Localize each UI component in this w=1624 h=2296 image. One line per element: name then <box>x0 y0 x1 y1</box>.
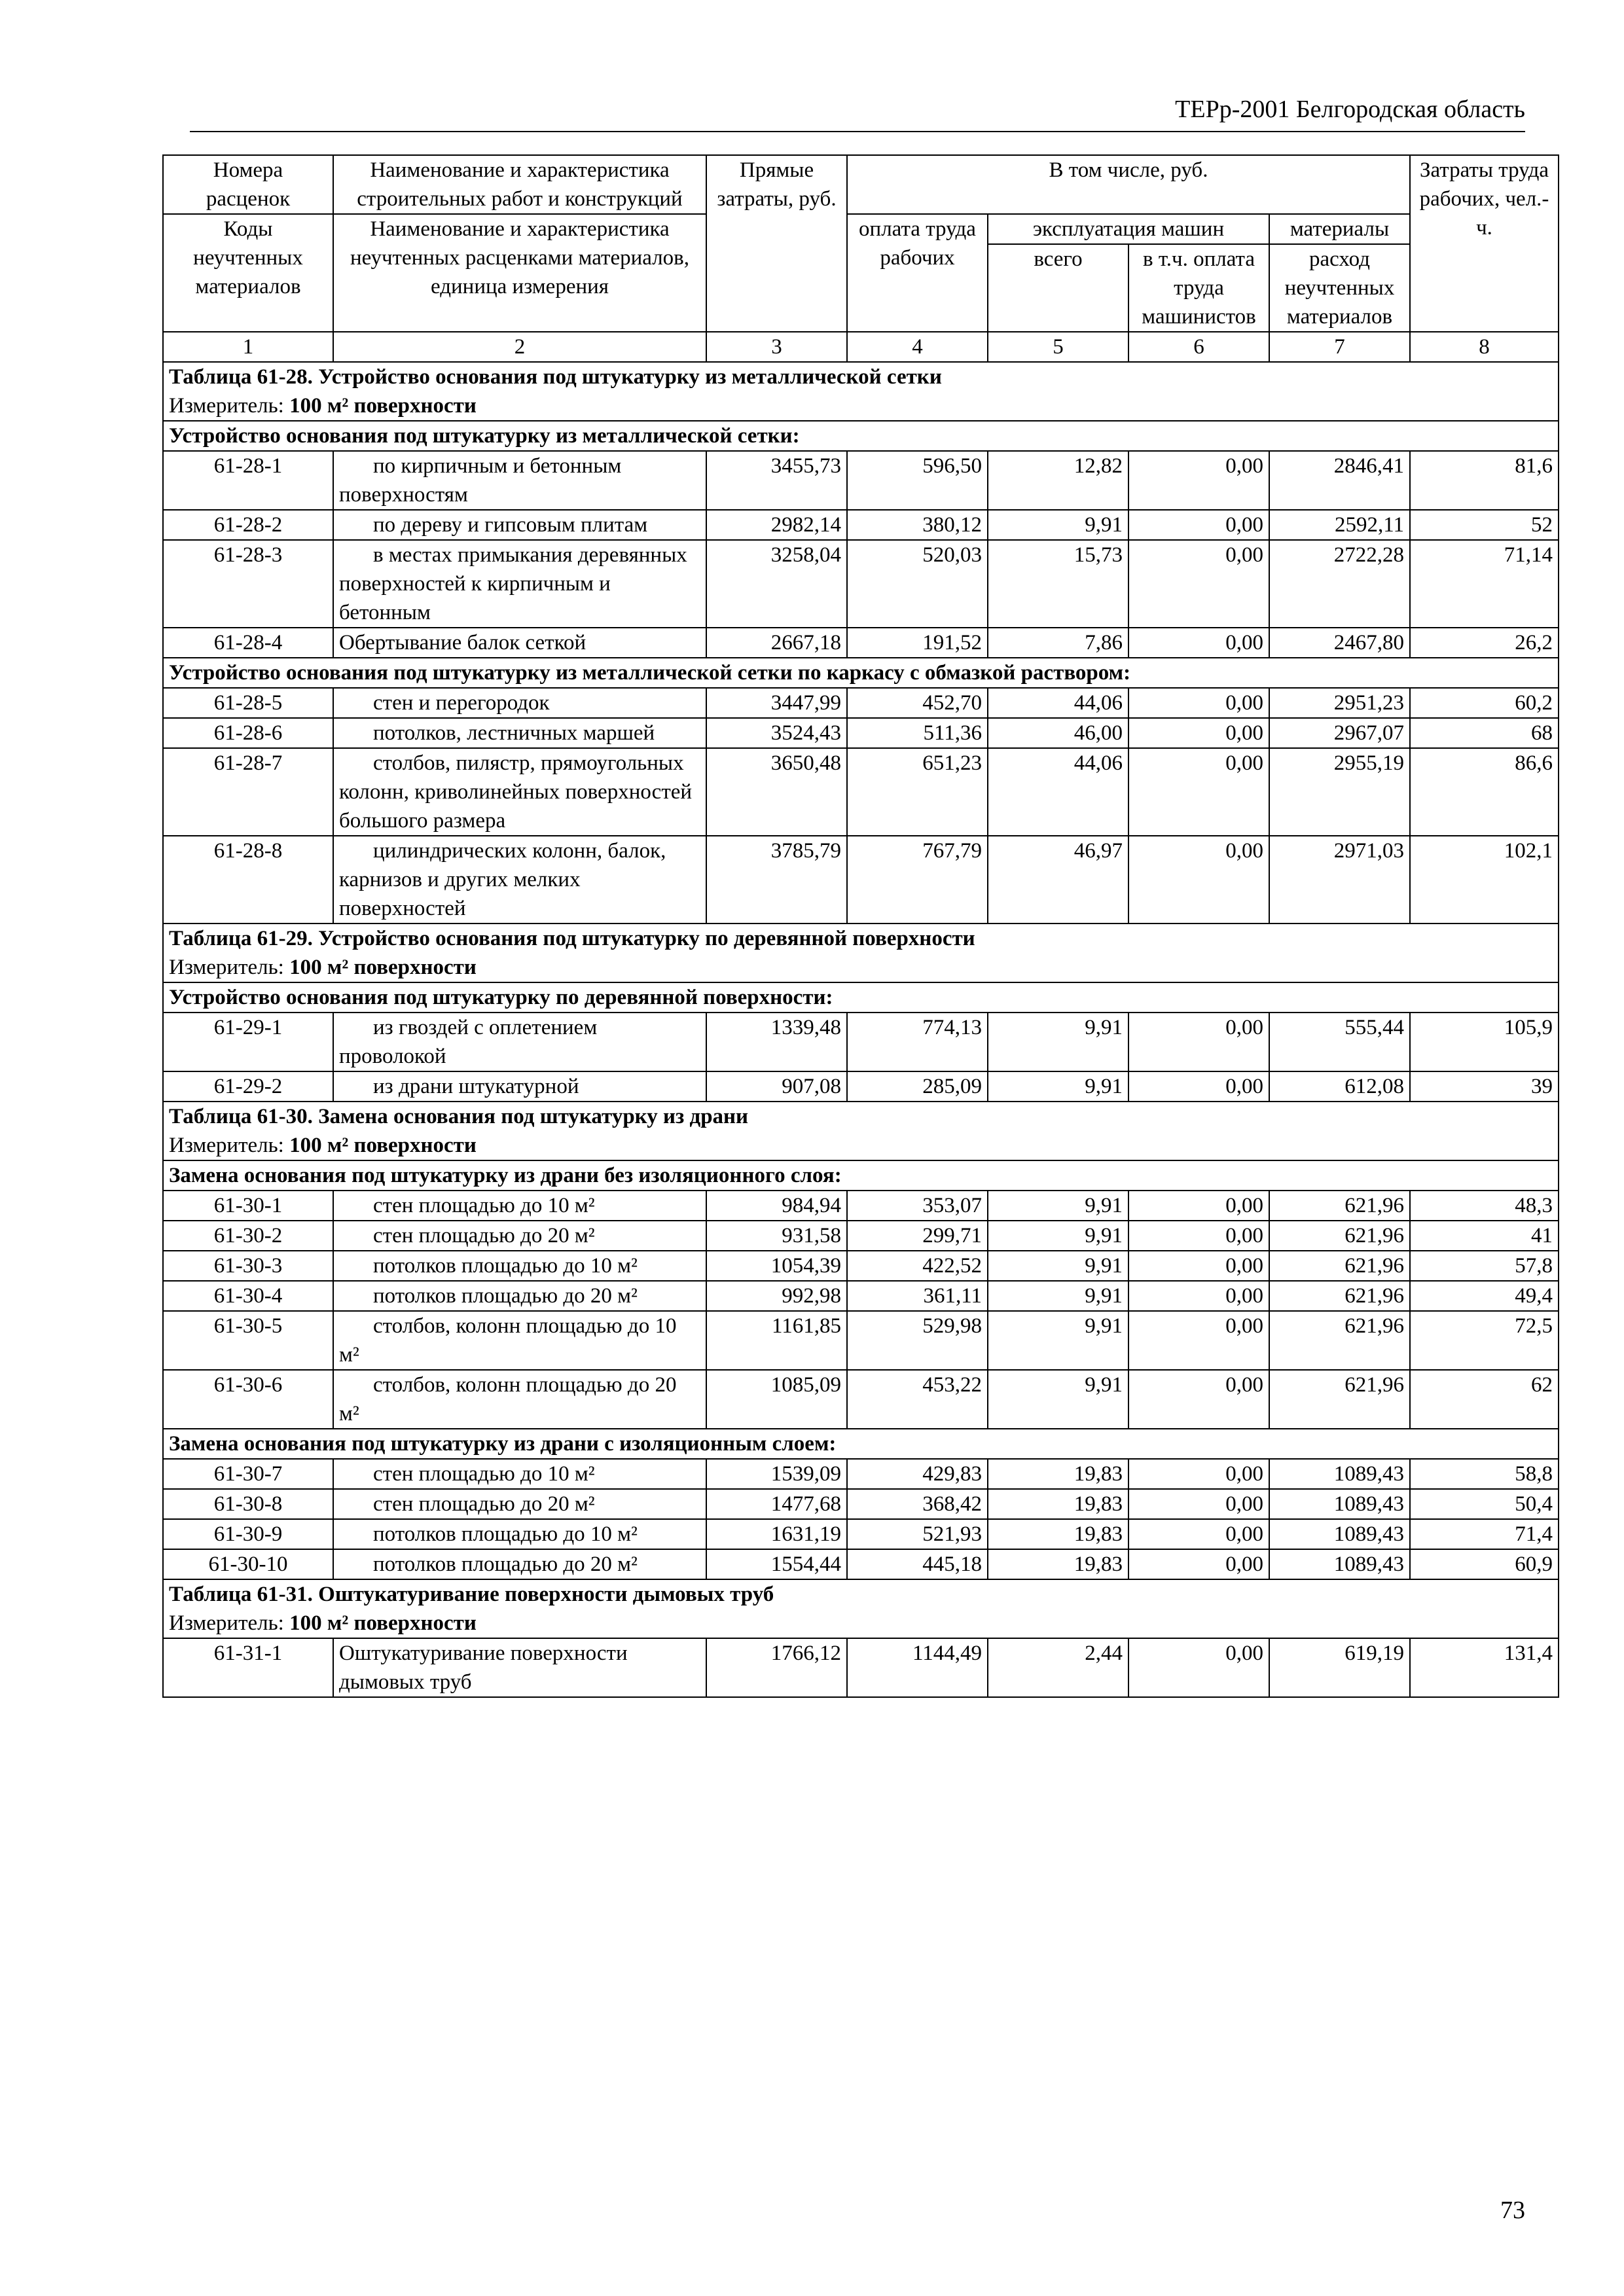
machinist-pay: 0,00 <box>1128 688 1269 718</box>
running-header: ТЕРр-2001 Белгородская область <box>1175 96 1525 123</box>
meter-row <box>163 953 1559 982</box>
direct-cost: 1339,48 <box>706 1013 847 1071</box>
materials-cost: 2951,23 <box>1269 688 1410 718</box>
rate-code: 61-29-2 <box>163 1071 333 1102</box>
rate-code: 61-30-1 <box>163 1191 333 1221</box>
header-row-1 <box>163 155 1559 214</box>
machinist-pay: 0,00 <box>1128 748 1269 836</box>
work-name: потолков, лестничных маршей <box>333 718 706 748</box>
machines-total: 19,83 <box>988 1549 1128 1579</box>
materials-cost: 2967,07 <box>1269 718 1410 748</box>
rate-code: 61-28-5 <box>163 688 333 718</box>
table-row <box>163 836 1559 924</box>
machines-total: 9,91 <box>988 1191 1128 1221</box>
column-index: 1 <box>163 332 333 362</box>
machines-total: 9,91 <box>988 1281 1128 1311</box>
machinist-pay: 0,00 <box>1128 1638 1269 1697</box>
labor-hours: 50,4 <box>1410 1489 1559 1519</box>
meter <box>163 953 1559 982</box>
labor-hours: 48,3 <box>1410 1191 1559 1221</box>
section-label: Устройство основания под штукатурку из металлической сетки: <box>163 421 1559 451</box>
work-name: столбов, колонн площадью до 20 м² <box>333 1370 706 1429</box>
machines-total: 15,73 <box>988 540 1128 628</box>
work-name: по дереву и гипсовым плитам <box>333 510 706 540</box>
table-title: Таблица 61-29. Устройство основания под штукатурку по деревянной поверхности <box>163 924 1559 953</box>
materials-cost: 1089,43 <box>1269 1459 1410 1489</box>
materials-cost: 1089,43 <box>1269 1519 1410 1549</box>
section-label: Устройство основания под штукатурку по деревянной поверхности: <box>163 982 1559 1013</box>
direct-cost: 2982,14 <box>706 510 847 540</box>
work-name: из драни штукатурной <box>333 1071 706 1102</box>
meter <box>163 1131 1559 1160</box>
table-row <box>163 1251 1559 1281</box>
labor-pay: 368,42 <box>847 1489 988 1519</box>
materials-cost: 621,96 <box>1269 1251 1410 1281</box>
labor-hours: 62 <box>1410 1370 1559 1429</box>
direct-cost: 1054,39 <box>706 1251 847 1281</box>
labor-hours: 86,6 <box>1410 748 1559 836</box>
labor-pay: 445,18 <box>847 1549 988 1579</box>
machinist-pay: 0,00 <box>1128 1071 1269 1102</box>
work-name: потолков площадью до 20 м² <box>333 1549 706 1579</box>
direct-cost: 1631,19 <box>706 1519 847 1549</box>
machinist-pay: 0,00 <box>1128 1519 1269 1549</box>
column-index: 7 <box>1269 332 1410 362</box>
machinist-pay: 0,00 <box>1128 1459 1269 1489</box>
labor-hours: 71,14 <box>1410 540 1559 628</box>
machines-total: 44,06 <box>988 688 1128 718</box>
direct-cost: 1477,68 <box>706 1489 847 1519</box>
direct-cost: 907,08 <box>706 1071 847 1102</box>
labor-hours: 26,2 <box>1410 628 1559 658</box>
meter-label: Измеритель: <box>169 956 284 979</box>
labor-pay: 191,52 <box>847 628 988 658</box>
table-title-row <box>163 1579 1559 1609</box>
labor-pay: 767,79 <box>847 836 988 924</box>
work-name: в местах примыкания деревянных поверхностей к кирпичным и бетонным <box>333 540 706 628</box>
direct-cost: 992,98 <box>706 1281 847 1311</box>
column-index: 5 <box>988 332 1128 362</box>
machines-total: 9,91 <box>988 1221 1128 1251</box>
table-row <box>163 451 1559 510</box>
table-row <box>163 748 1559 836</box>
table-row <box>163 1071 1559 1102</box>
work-name: потолков площадью до 20 м² <box>333 1281 706 1311</box>
header-machines: эксплуатация машин <box>988 214 1269 244</box>
work-name: стен площадью до 10 м² <box>333 1459 706 1489</box>
rate-code: 61-30-6 <box>163 1370 333 1429</box>
table-title: Таблица 61-31. Оштукатуривание поверхности дымовых труб <box>163 1579 1559 1609</box>
materials-cost: 2592,11 <box>1269 510 1410 540</box>
header-col2-bottom: Наименование и характеристика неучтенных расценками материалов, единица измерения <box>333 214 706 332</box>
materials-cost: 2722,28 <box>1269 540 1410 628</box>
work-name: из гвоздей с оплетением проволокой <box>333 1013 706 1071</box>
table-row <box>163 1311 1559 1370</box>
rate-code: 61-30-7 <box>163 1459 333 1489</box>
section-row <box>163 421 1559 451</box>
labor-hours: 39 <box>1410 1071 1559 1102</box>
work-name: Оштукатуривание поверхности дымовых труб <box>333 1638 706 1697</box>
table-row <box>163 718 1559 748</box>
direct-cost: 3785,79 <box>706 836 847 924</box>
machinist-pay: 0,00 <box>1128 1370 1269 1429</box>
rate-code: 61-28-4 <box>163 628 333 658</box>
meter-value: 100 м² поверхности <box>289 956 477 979</box>
machines-total: 7,86 <box>988 628 1128 658</box>
header-rule <box>190 131 1525 132</box>
table-row <box>163 1281 1559 1311</box>
meter-row <box>163 1609 1559 1638</box>
rate-code: 61-30-9 <box>163 1519 333 1549</box>
labor-pay: 453,22 <box>847 1370 988 1429</box>
header-col3: Прямые затраты, руб. <box>706 155 847 332</box>
header-col7: расход неучтенных материалов <box>1269 244 1410 332</box>
labor-hours: 60,9 <box>1410 1549 1559 1579</box>
machinist-pay: 0,00 <box>1128 540 1269 628</box>
header-group: В том числе, руб. <box>847 155 1410 214</box>
materials-cost: 612,08 <box>1269 1071 1410 1102</box>
labor-pay: 452,70 <box>847 688 988 718</box>
section-label: Устройство основания под штукатурку из металлической сетки по каркасу с обмазкой раствором: <box>163 658 1559 688</box>
rate-code: 61-31-1 <box>163 1638 333 1697</box>
materials-cost: 1089,43 <box>1269 1489 1410 1519</box>
rate-code: 61-30-8 <box>163 1489 333 1519</box>
labor-pay: 1144,49 <box>847 1638 988 1697</box>
work-name: цилиндрических колонн, балок, карнизов и других мелких поверхностей <box>333 836 706 924</box>
labor-hours: 41 <box>1410 1221 1559 1251</box>
header-materials: материалы <box>1269 214 1410 244</box>
meter-label: Измеритель: <box>169 394 284 418</box>
work-name: потолков площадью до 10 м² <box>333 1251 706 1281</box>
materials-cost: 621,96 <box>1269 1370 1410 1429</box>
direct-cost: 3455,73 <box>706 451 847 510</box>
column-index: 3 <box>706 332 847 362</box>
machines-total: 9,91 <box>988 1251 1128 1281</box>
section-row <box>163 1160 1559 1191</box>
materials-cost: 2971,03 <box>1269 836 1410 924</box>
column-index: 4 <box>847 332 988 362</box>
header-row-2 <box>163 214 1559 244</box>
section-row <box>163 658 1559 688</box>
direct-cost: 2667,18 <box>706 628 847 658</box>
labor-hours: 58,8 <box>1410 1459 1559 1489</box>
machinist-pay: 0,00 <box>1128 451 1269 510</box>
labor-pay: 299,71 <box>847 1221 988 1251</box>
header-col8: Затраты труда рабочих, чел.-ч. <box>1410 155 1559 332</box>
materials-cost: 621,96 <box>1269 1191 1410 1221</box>
labor-pay: 651,23 <box>847 748 988 836</box>
work-name: потолков площадью до 10 м² <box>333 1519 706 1549</box>
rate-code: 61-28-2 <box>163 510 333 540</box>
table-row <box>163 1370 1559 1429</box>
machinist-pay: 0,00 <box>1128 1549 1269 1579</box>
machines-total: 44,06 <box>988 748 1128 836</box>
materials-cost: 1089,43 <box>1269 1549 1410 1579</box>
labor-pay: 529,98 <box>847 1311 988 1370</box>
labor-pay: 353,07 <box>847 1191 988 1221</box>
meter-value: 100 м² поверхности <box>289 1134 477 1157</box>
table-title-row <box>163 1102 1559 1131</box>
labor-pay: 380,12 <box>847 510 988 540</box>
rate-code: 61-30-2 <box>163 1221 333 1251</box>
machinist-pay: 0,00 <box>1128 718 1269 748</box>
rate-code: 61-28-1 <box>163 451 333 510</box>
machinist-pay: 0,00 <box>1128 1191 1269 1221</box>
materials-cost: 2467,80 <box>1269 628 1410 658</box>
work-name: стен площадью до 20 м² <box>333 1489 706 1519</box>
work-name: стен площадью до 10 м² <box>333 1191 706 1221</box>
section-label: Замена основания под штукатурку из драни без изоляционного слоя: <box>163 1160 1559 1191</box>
column-index: 6 <box>1128 332 1269 362</box>
machines-total: 9,91 <box>988 1071 1128 1102</box>
column-index: 2 <box>333 332 706 362</box>
rate-code: 61-30-10 <box>163 1549 333 1579</box>
rate-code: 61-28-3 <box>163 540 333 628</box>
machines-total: 12,82 <box>988 451 1128 510</box>
machinist-pay: 0,00 <box>1128 510 1269 540</box>
machines-total: 9,91 <box>988 510 1128 540</box>
meter-row <box>163 391 1559 421</box>
rate-code: 61-28-8 <box>163 836 333 924</box>
page-number: 73 <box>1500 2197 1525 2224</box>
machines-total: 46,00 <box>988 718 1128 748</box>
work-name: Обертывание балок сеткой <box>333 628 706 658</box>
table-row <box>163 688 1559 718</box>
machines-total: 46,97 <box>988 836 1128 924</box>
work-name: стен площадью до 20 м² <box>333 1221 706 1251</box>
work-name: стен и перегородок <box>333 688 706 718</box>
table-title: Таблица 61-28. Устройство основания под штукатурку из металлической сетки <box>163 362 1559 391</box>
table-row <box>163 1221 1559 1251</box>
machines-total: 9,91 <box>988 1311 1128 1370</box>
rate-code: 61-28-7 <box>163 748 333 836</box>
machinist-pay: 0,00 <box>1128 1251 1269 1281</box>
section-row <box>163 982 1559 1013</box>
labor-hours: 49,4 <box>1410 1281 1559 1311</box>
header-col6: в т.ч. оплата труда машинистов <box>1128 244 1269 332</box>
column-index-row <box>163 332 1559 362</box>
direct-cost: 3447,99 <box>706 688 847 718</box>
labor-pay: 521,93 <box>847 1519 988 1549</box>
labor-pay: 774,13 <box>847 1013 988 1071</box>
meter-value: 100 м² поверхности <box>289 1611 477 1635</box>
table-row <box>163 1191 1559 1221</box>
labor-pay: 422,52 <box>847 1251 988 1281</box>
meter-label: Измеритель: <box>169 1611 284 1635</box>
meter-label: Измеритель: <box>169 1134 284 1157</box>
table-title-row <box>163 924 1559 953</box>
table-row <box>163 540 1559 628</box>
header-col1-top: Номера расценок <box>163 155 333 214</box>
table-row <box>163 510 1559 540</box>
machinist-pay: 0,00 <box>1128 1311 1269 1370</box>
direct-cost: 3258,04 <box>706 540 847 628</box>
materials-cost: 621,96 <box>1269 1221 1410 1251</box>
labor-hours: 102,1 <box>1410 836 1559 924</box>
machines-total: 19,83 <box>988 1489 1128 1519</box>
work-name: столбов, пилястр, прямоугольных колонн, криволинейных поверхностей большого размера <box>333 748 706 836</box>
meter-row <box>163 1131 1559 1160</box>
table-row <box>163 628 1559 658</box>
direct-cost: 3650,48 <box>706 748 847 836</box>
rates-table <box>162 154 1559 1698</box>
labor-hours: 105,9 <box>1410 1013 1559 1071</box>
direct-cost: 1161,85 <box>706 1311 847 1370</box>
materials-cost: 2846,41 <box>1269 451 1410 510</box>
table-row <box>163 1519 1559 1549</box>
machines-total: 9,91 <box>988 1370 1128 1429</box>
machinist-pay: 0,00 <box>1128 1013 1269 1071</box>
section-row <box>163 1429 1559 1459</box>
labor-hours: 60,2 <box>1410 688 1559 718</box>
machines-total: 19,83 <box>988 1519 1128 1549</box>
rate-code: 61-29-1 <box>163 1013 333 1071</box>
machinist-pay: 0,00 <box>1128 1221 1269 1251</box>
meter-value: 100 м² поверхности <box>289 394 477 418</box>
machines-total: 19,83 <box>988 1459 1128 1489</box>
materials-cost: 619,19 <box>1269 1638 1410 1697</box>
machinist-pay: 0,00 <box>1128 1489 1269 1519</box>
direct-cost: 1085,09 <box>706 1370 847 1429</box>
labor-hours: 81,6 <box>1410 451 1559 510</box>
direct-cost: 931,58 <box>706 1221 847 1251</box>
materials-cost: 2955,19 <box>1269 748 1410 836</box>
header-col4: оплата труда рабочих <box>847 214 988 332</box>
labor-hours: 72,5 <box>1410 1311 1559 1370</box>
column-index: 8 <box>1410 332 1559 362</box>
machinist-pay: 0,00 <box>1128 1281 1269 1311</box>
rate-code: 61-30-4 <box>163 1281 333 1311</box>
labor-hours: 131,4 <box>1410 1638 1559 1697</box>
section-label: Замена основания под штукатурку из драни с изоляционным слоем: <box>163 1429 1559 1459</box>
rate-code: 61-28-6 <box>163 718 333 748</box>
labor-hours: 52 <box>1410 510 1559 540</box>
table-row <box>163 1013 1559 1071</box>
table-row <box>163 1459 1559 1489</box>
labor-pay: 596,50 <box>847 451 988 510</box>
header-col2-top: Наименование и характеристика строительных работ и конструкций <box>333 155 706 214</box>
table-row <box>163 1638 1559 1697</box>
direct-cost: 1554,44 <box>706 1549 847 1579</box>
header-col1-bottom: Коды неучтенных материалов <box>163 214 333 332</box>
direct-cost: 984,94 <box>706 1191 847 1221</box>
machinist-pay: 0,00 <box>1128 628 1269 658</box>
labor-hours: 57,8 <box>1410 1251 1559 1281</box>
table-title: Таблица 61-30. Замена основания под штукатурку из драни <box>163 1102 1559 1131</box>
rate-code: 61-30-3 <box>163 1251 333 1281</box>
materials-cost: 555,44 <box>1269 1013 1410 1071</box>
direct-cost: 1766,12 <box>706 1638 847 1697</box>
direct-cost: 1539,09 <box>706 1459 847 1489</box>
labor-pay: 511,36 <box>847 718 988 748</box>
labor-hours: 68 <box>1410 718 1559 748</box>
table-title-row <box>163 362 1559 391</box>
materials-cost: 621,96 <box>1269 1311 1410 1370</box>
labor-pay: 429,83 <box>847 1459 988 1489</box>
table-row <box>163 1489 1559 1519</box>
machines-total: 9,91 <box>988 1013 1128 1071</box>
work-name: по кирпичным и бетонным поверхностям <box>333 451 706 510</box>
labor-hours: 71,4 <box>1410 1519 1559 1549</box>
work-name: столбов, колонн площадью до 10 м² <box>333 1311 706 1370</box>
machinist-pay: 0,00 <box>1128 836 1269 924</box>
meter <box>163 391 1559 421</box>
labor-pay: 285,09 <box>847 1071 988 1102</box>
meter <box>163 1609 1559 1638</box>
direct-cost: 3524,43 <box>706 718 847 748</box>
labor-pay: 361,11 <box>847 1281 988 1311</box>
machines-total: 2,44 <box>988 1638 1128 1697</box>
labor-pay: 520,03 <box>847 540 988 628</box>
materials-cost: 621,96 <box>1269 1281 1410 1311</box>
table-row <box>163 1549 1559 1579</box>
rate-code: 61-30-5 <box>163 1311 333 1370</box>
header-col5: всего <box>988 244 1128 332</box>
